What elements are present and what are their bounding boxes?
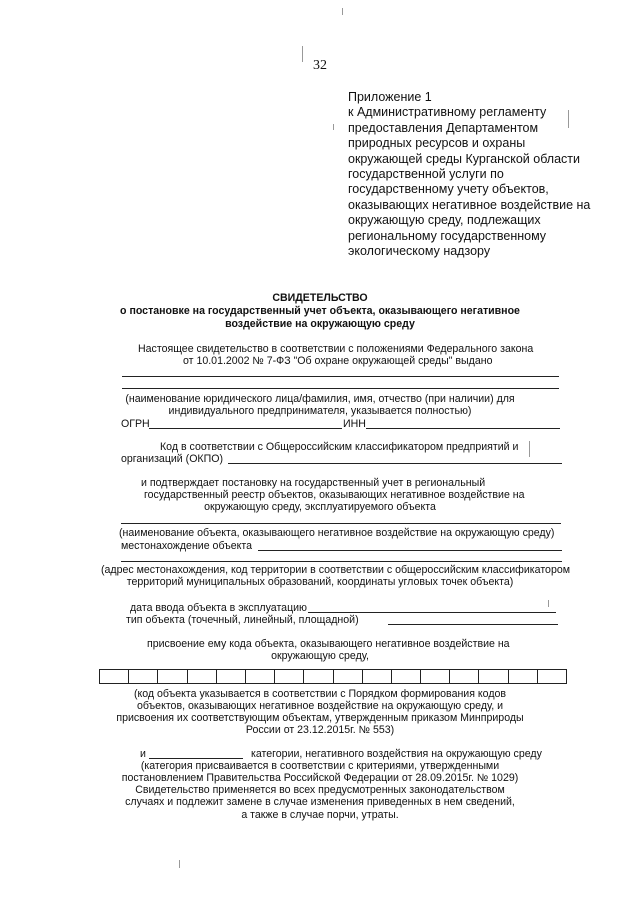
ogrn-field[interactable] — [149, 428, 342, 429]
intro-text: Настоящее свидетельство в соответствии с положениями Федерального закона — [138, 343, 534, 355]
scan-speck — [179, 860, 180, 868]
code-cell[interactable] — [246, 670, 275, 683]
entity-name-field[interactable] — [122, 388, 559, 389]
code-cell[interactable] — [304, 670, 333, 683]
okpo-field[interactable] — [228, 463, 562, 464]
validity-text: Свидетельство применяется во всех предусмотренных законодательством — [135, 784, 505, 796]
inn-label: ИНН — [343, 418, 366, 430]
code-cell[interactable] — [509, 670, 538, 683]
object-code-cells[interactable] — [99, 669, 567, 684]
confirm-text: и подтверждает постановку на государственный учет в региональный — [141, 477, 486, 489]
okpo-text: Код в соответствии с Общероссийским классификатором предприятий и — [160, 441, 519, 453]
assign-text: присвоение ему кода объекта, оказывающего негативное воздействие на — [147, 638, 510, 650]
object-hint: (наименование объекта, оказывающего негативное воздействие на окружающую среду) — [119, 527, 555, 539]
appendix-line: государственной услуги по — [348, 167, 504, 182]
location-label: местонахождение объекта — [121, 540, 253, 552]
code-cell[interactable] — [129, 670, 158, 683]
code-cell[interactable] — [158, 670, 187, 683]
certificate-subtitle: о постановке на государственный учет объекта, оказывающего негативное — [120, 305, 520, 317]
appendix-line: экологическому надзору — [348, 244, 491, 259]
confirm-text: окружающую среду, эксплуатируемого объекта — [204, 501, 436, 513]
appendix-line: предоставления Департаментом — [348, 120, 539, 135]
okpo-text: организаций (ОКПО) — [121, 453, 223, 465]
appendix-line: государственному учету объектов, — [348, 182, 549, 197]
scan-speck — [568, 110, 569, 128]
appendix-line: природных ресурсов и охраны — [348, 136, 526, 151]
object-type-field[interactable] — [388, 624, 558, 625]
inn-field[interactable] — [366, 428, 560, 429]
address-hint: (адрес местонахождения, код территории в соответствии с общероссийским классификатором — [101, 564, 571, 576]
assign-text: окружающую среду, — [271, 650, 369, 662]
scan-speck — [529, 441, 530, 457]
intro-text: от 10.01.2002 № 7-ФЗ "Об охране окружающей среды" выдано — [183, 355, 493, 367]
confirm-text: государственный реестр объектов, оказывающих негативное воздействие на — [144, 489, 525, 501]
code-cell[interactable] — [275, 670, 304, 683]
code-cell[interactable] — [334, 670, 363, 683]
commission-date-label: дата ввода объекта в эксплуатацию — [130, 602, 307, 614]
code-cell[interactable] — [538, 670, 566, 683]
location-field[interactable] — [258, 550, 562, 551]
code-cell[interactable] — [100, 670, 129, 683]
code-cell[interactable] — [450, 670, 479, 683]
code-cell[interactable] — [421, 670, 450, 683]
code-note: объектов, оказывающих негативное воздействие на окружающую среду, и — [136, 700, 504, 712]
certificate-title: СВИДЕТЕЛЬСТВО — [272, 292, 368, 304]
entity-hint: индивидуального предпринимателя, указывается полностью) — [168, 405, 472, 417]
category-field[interactable] — [149, 758, 243, 759]
location-field[interactable] — [121, 561, 562, 562]
entity-name-field[interactable] — [122, 376, 559, 377]
code-note: присвоения их соответствующим объектам, утвержденным приказом Минприроды — [116, 712, 524, 724]
category-note: (категория присваивается в соответствии с критериями, утвержденными — [140, 760, 500, 772]
appendix-line: к Административному регламенту — [348, 105, 547, 120]
page-number: 32 — [313, 58, 327, 73]
appendix-block — [348, 90, 608, 259]
code-note: России от 23.12.2015г. № 553) — [245, 724, 395, 736]
category-text: категории, негативного воздействия на окружающую среду — [251, 748, 542, 760]
entity-hint: (наименование юридического лица/фамилия, имя, отчество (при наличии) для — [125, 393, 515, 405]
category-note: постановлением Правительства Российской Федерации от 28.09.2015г. № 1029) — [121, 772, 519, 784]
scan-speck — [302, 46, 303, 62]
appendix-line: окружающую среду, подлежащих — [348, 213, 541, 228]
appendix-line: региональному государственному — [348, 228, 547, 243]
code-cell[interactable] — [363, 670, 392, 683]
validity-text: а также в случае порчи, утраты. — [241, 809, 399, 821]
category-prefix: и — [140, 748, 146, 760]
code-cell[interactable] — [392, 670, 421, 683]
object-type-label: тип объекта (точечный, линейный, площадной) — [126, 614, 359, 626]
appendix-line: окружающей среды Курганской области — [348, 151, 580, 166]
appendix-line: оказывающих негативное воздействие на — [348, 197, 591, 212]
object-name-field[interactable] — [121, 523, 561, 524]
validity-text: случаях и подлежит замене в случае изменения приведенных в нем сведений, — [125, 796, 515, 808]
address-hint: территорий муниципальных образований, координаты угловых точек объекта) — [126, 576, 514, 588]
code-cell[interactable] — [217, 670, 246, 683]
scan-speck — [342, 8, 343, 15]
code-note: (код объекта указывается в соответствии с Порядком формирования кодов — [133, 688, 507, 700]
scan-speck — [333, 124, 334, 130]
scan-speck — [548, 600, 549, 607]
code-cell[interactable] — [188, 670, 217, 683]
ogrn-label: ОГРН — [121, 418, 150, 430]
appendix-line: Приложение 1 — [348, 90, 432, 104]
commission-date-field[interactable] — [308, 612, 556, 613]
certificate-subtitle: воздействие на окружающую среду — [225, 318, 415, 330]
code-cell[interactable] — [479, 670, 508, 683]
